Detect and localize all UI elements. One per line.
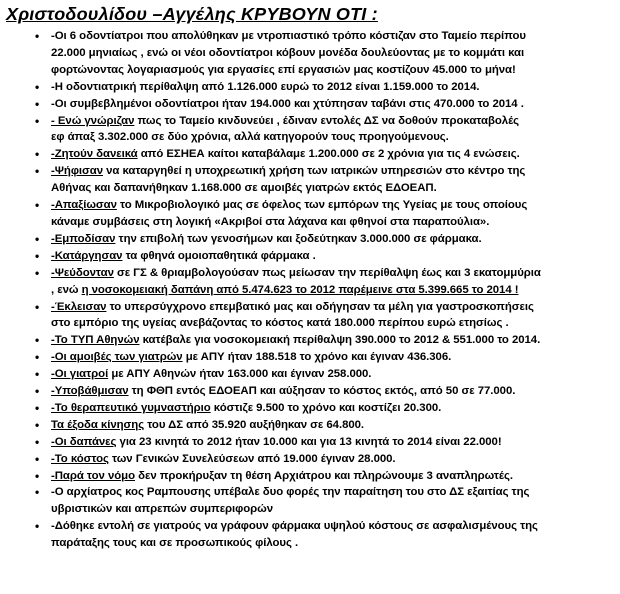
text-segment: με ΑΠΥ ήταν 188.518 το χρόνο και έγιναν 436.306. [182,351,452,364]
underlined-text: -Απαξίωσαν [51,199,117,212]
underlined-text: Τα έξοδα κίνησης [51,418,145,431]
list-item-line [51,332,610,349]
text-segment: το υπερσύγχρονο επεμβατικό μας και οδήγησαν τα μέλη για γαστροσκοπήσεις [106,300,534,313]
list-item-line [51,146,610,163]
underlined-text: -Έκλεισαν [51,300,107,313]
text-segment: , ενώ [51,283,82,296]
underlined-text: -Το κόστος [51,452,109,465]
underlined-text: -Υποβάθμισαν [51,385,129,398]
list-item [0,265,612,299]
list-item [0,197,612,231]
list-item-line [51,28,610,45]
list-item-line [51,434,610,451]
underlined-text: -Παρά τον νόμο [51,469,135,482]
list-item [0,417,612,434]
text-segment: -Οι 6 οδοντίατροι που απολύθηκαν με ντροπιαστικό τρόπο κόστιζαν στο Ταμείο περίπου [51,30,526,42]
list-item-line [51,248,610,265]
text-segment: -Η οδοντιατρική περίθαλψη από 1.126.000 ευρώ το 2012 είναι 1.159.000 το 2014. [51,80,480,93]
list-item-line [51,113,610,130]
list-item [0,400,612,417]
underlined-text: -Οι γιατροί [51,368,109,381]
list-item-line [51,214,610,231]
list-item-line [51,197,610,214]
text-segment: με ΑΠΥ Αθηνών ήταν 163.000 και έγιναν 258.000. [108,368,372,381]
text-segment: το Μικροβιολογικό μας σε όφελος των εμπόρων της Υγείας με τους οποίους [116,199,528,212]
list-item [0,163,612,197]
underlined-text: -Κατάργησαν [51,249,123,262]
underlined-text: - Ενώ γνώριζαν [51,114,135,127]
list-item [0,484,612,518]
text-segment: εφ άπαξ 3.302.000 σε δύο χρόνια, αλλά κατηγορούν τους προηγούμενους. [51,131,449,144]
list-item [0,299,612,333]
list-item [0,28,612,79]
list-item-line [51,129,610,146]
underlined-text: -Το ΤΥΠ Αθηνών [51,334,140,347]
list-item-line [51,96,610,113]
underlined-text: η νοσοκομειακή δαπάνη από 5.474.623 το 2012 παρέμεινε στα 5.399.665 το 2014 ! [81,283,519,296]
list-item-line [51,501,610,518]
list-item-line [51,45,610,62]
list-item-line [51,417,610,434]
list-item-line [51,518,610,535]
text-segment: την επιβολή των γενοσήμων και ξοδεύτηκαν 3.000.000 σε φάρμακα. [115,232,482,245]
list-item [0,96,612,113]
text-segment: -Οι συμβεβλημένοι οδοντίατροι ήταν 194.000 και χτύπησαν ταβάνι στις 470.000 το 2014 . [51,97,524,110]
text-segment: κατέβαλε για νοσοκομειακή περίθαλψη 390.000 το 2012 & 551.000 το 2014. [139,334,541,347]
list-item [0,332,612,349]
list-item-line [51,62,610,79]
list-item-line [51,366,610,383]
text-segment: -Δόθηκε εντολή σε γιατρούς να γράφουν φάρμακα υψηλού κόστους σε ασφαλισμένους της [51,520,538,533]
list-item [0,468,612,485]
list-item [0,434,612,451]
text-segment: από ΕΣΗΕΑ καίτοι καταβάλαμε 1.200.000 σε 2 χρόνια για τις 4 ενώσεις. [137,148,520,161]
list-item-line [51,468,610,485]
list-item-line [51,282,610,299]
list-item [0,146,612,163]
underlined-text: -Ζητούν δανεικά [51,148,138,161]
list-item-line [51,535,610,552]
list-item [0,451,612,468]
list-item [0,349,612,366]
text-segment: παράταξης τους και σε προσωπικούς φίλους . [51,537,299,550]
list-item-line [51,451,610,468]
text-segment: τα φθηνά ομοιοπαθητικά φάρμακα . [122,249,316,262]
document-title: Χριστοδουλίδου –Αγγέλης ΚΡΥΒΟΥΝ ΟΤΙ : [6,4,378,24]
text-segment: -Ο αρχίατρος κος Ραμπουσης υπέβαλε δυο φορές την παραίτηση του στο ΔΣ εξαιτίας της [51,486,530,499]
underlined-text: -Οι αμοιβές των γιατρών [51,351,183,364]
list-item-line [51,163,610,180]
underlined-text: -Ψήφισαν [51,165,104,178]
list-item-line [51,231,610,248]
text-segment: για 23 κινητά το 2012 ήταν 10.000 και για 13 κινητά το 2014 είναι 22.000! [116,435,502,448]
list-item-line [51,315,610,332]
list-item-line [51,299,610,316]
text-segment: Αθήνας και δαπανήθηκαν 1.168.000 σε αμοιβές γιατρών εκτός ΕΔΟΕΑΠ. [51,182,437,195]
text-segment: τη ΦΘΠ εντός ΕΔΟΕΑΠ και αύξησαν το κόστος εκτός, από 50 σε 77.000. [128,385,516,398]
text-segment: δεν προκήρυξαν τη θέση Αρχιάτρου και πληρώνουμε 3 αναπληρωτές. [134,469,513,482]
list-item-line [51,79,610,96]
bullet-list [0,28,612,552]
list-item [0,231,612,248]
text-segment: υβριστικών και απρεπών συμπεριφορών [51,503,274,516]
text-segment: κάναμε συμβάσεις στη λογική «Ακριβοί στα λάχανα και φθηνοί στα παραπούλια». [51,215,490,228]
text-segment: να καταργηθεί η υποχρεωτική χρήση των ιατρικών υπηρεσιών στο κέντρο της [103,165,526,178]
list-item-line [51,349,610,366]
list-item-line [51,265,610,282]
underlined-text: -Ψεύδονταν [51,266,114,279]
list-item [0,518,612,552]
list-item-line [51,484,610,501]
list-item [0,79,612,96]
text-segment: του ΔΣ από 35.920 αυξήθηκαν σε 64.800. [144,418,365,431]
underlined-text: -Εμποδίσαν [51,232,116,245]
text-segment: κόστιζε 9.500 το χρόνο και κοστίζει 20.300. [210,401,442,414]
list-item-line [51,180,610,197]
text-segment: των Γενικών Συνελεύσεων από 19.000 έγιναν 28.000. [108,452,396,465]
list-item [0,366,612,383]
underlined-text: -Το θεραπευτικό γυμναστήριο [51,401,211,414]
list-item [0,248,612,265]
text-segment: στο εμπόριο της υγείας ανεβάζοντας το κόστος κατά 180.000 περίπου ευρώ ετησίως . [51,317,509,330]
list-item [0,383,612,400]
underlined-text: -Οι δαπάνες [51,435,117,448]
list-item [0,113,612,147]
list-item-line [51,400,610,417]
list-item-line [51,383,610,400]
text-segment: σε ΓΣ & θριαμβολογούσαν πως μείωσαν την περίθαλψη έως και 3 εκατομμύρια [113,266,541,279]
text-segment: φορτώνοντας λογαριασμούς για εργασίες επί εργασιών μας κοστίζουν 45.000 το μήνα! [51,63,516,76]
text-segment: πως το Ταμείο κινδυνεύει , έδιναν εντολές ΔΣ να δοθούν προκαταβολές [134,114,520,127]
text-segment: 22.000 μηνιαίως , ενώ οι νέοι οδοντίατροι κόβουν μονέδα δουλεύοντας με το κομμάτι και [51,46,525,59]
